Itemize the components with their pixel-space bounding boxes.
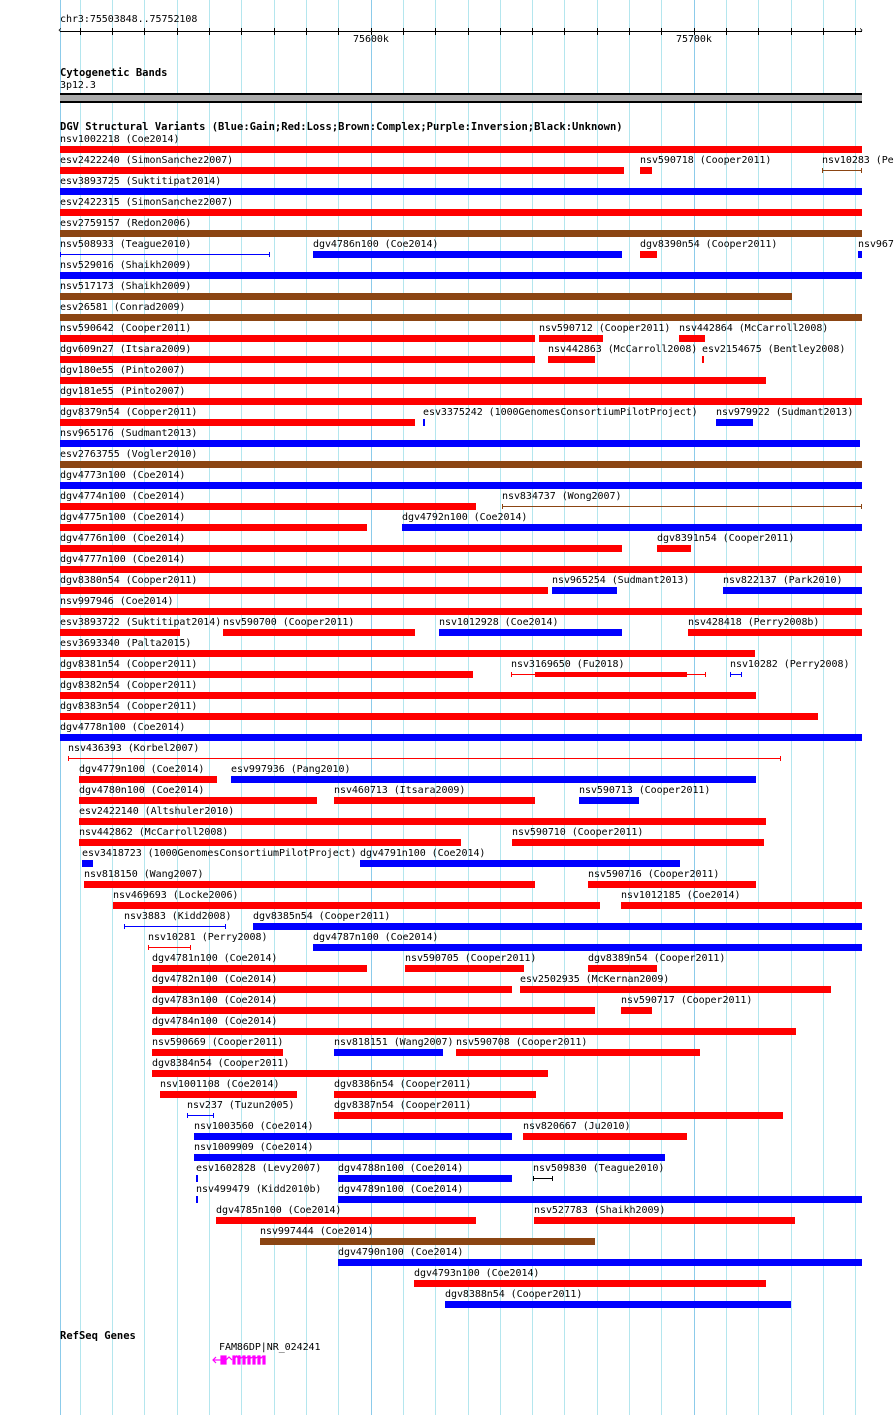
variant-label[interactable]: nsv1003560 (Coe2014) <box>194 1121 314 1132</box>
ruler-tick <box>823 28 824 35</box>
variant-line[interactable] <box>60 254 270 255</box>
variant-bar[interactable] <box>60 230 862 237</box>
variant-bar[interactable] <box>679 335 705 342</box>
variant-bar[interactable] <box>260 1238 595 1245</box>
variant-label[interactable]: nsv442864 (McCarroll2008) <box>679 323 829 334</box>
variant-bar[interactable] <box>60 419 415 426</box>
variant-bar[interactable] <box>60 209 862 216</box>
ruler-tick <box>112 28 113 35</box>
ruler-tick <box>532 28 533 35</box>
variant-bar[interactable] <box>60 587 548 594</box>
variant-label[interactable]: dgv8381n54 (Cooper2011) <box>60 659 198 670</box>
variant-bar[interactable] <box>60 146 862 153</box>
variant-start-tick <box>124 924 125 929</box>
variant-start-tick <box>511 672 512 677</box>
variant-bar[interactable] <box>60 188 862 195</box>
variant-bar[interactable] <box>216 1217 476 1224</box>
variant-bar[interactable] <box>588 965 657 972</box>
variant-bar[interactable] <box>640 167 652 174</box>
variant-start-tick <box>187 1113 188 1118</box>
variant-label[interactable]: dgv8380n54 (Cooper2011) <box>60 575 198 586</box>
variant-bar[interactable] <box>196 1175 198 1182</box>
variant-label[interactable]: dgv4787n100 (Coe2014) <box>313 932 439 943</box>
variant-bar[interactable] <box>84 881 535 888</box>
variant-label[interactable]: nsv428418 (Perry2008b) <box>688 617 820 628</box>
variant-end-tick <box>741 672 742 677</box>
cytoband-track-title: Cytogenetic Bands <box>60 67 168 79</box>
ruler-tick <box>791 28 792 35</box>
variant-bar[interactable] <box>512 839 764 846</box>
variant-bar[interactable] <box>60 293 792 300</box>
variant-line[interactable] <box>124 926 226 927</box>
ruler-tick <box>855 28 856 35</box>
variant-label[interactable]: esv3418723 (1000GenomesConsortiumPilotProject) <box>82 848 357 859</box>
variant-bar[interactable] <box>334 797 535 804</box>
variant-bar[interactable] <box>535 672 687 677</box>
ruler-major-label: 75600k <box>353 34 389 45</box>
variant-label[interactable]: nsv965254 (Sudmant2013) <box>552 575 690 586</box>
variant-start-tick <box>68 756 69 761</box>
variant-label[interactable]: nsv834737 (Wong2007) <box>502 491 622 502</box>
variant-label[interactable]: esv3893722 (Suktitipat2014) <box>60 617 222 628</box>
variant-bar[interactable] <box>640 251 657 258</box>
variant-bar[interactable] <box>60 629 180 636</box>
variant-bar[interactable] <box>414 1280 766 1287</box>
variant-bar[interactable] <box>338 1259 862 1266</box>
variant-bar[interactable] <box>702 356 704 363</box>
variant-bar[interactable] <box>79 776 217 783</box>
variant-label[interactable]: nsv499479 (Kidd2010b) <box>196 1184 322 1195</box>
cytoband-bar[interactable] <box>60 93 862 103</box>
variant-bar[interactable] <box>588 881 756 888</box>
ruler-tick <box>758 28 759 35</box>
variant-bar[interactable] <box>60 608 862 615</box>
variant-bar[interactable] <box>60 692 756 699</box>
variant-end-tick <box>190 945 191 950</box>
ruler-tick <box>177 28 178 35</box>
variant-label[interactable]: dgv4779n100 (Coe2014) <box>79 764 205 775</box>
variant-label[interactable]: nsv469693 (Locke2006) <box>113 890 239 901</box>
variant-label[interactable]: dgv4780n100 (Coe2014) <box>79 785 205 796</box>
variant-bar[interactable] <box>60 167 624 174</box>
variant-label[interactable]: nsv590717 (Cooper2011) <box>621 995 753 1006</box>
variant-label[interactable]: nsv590705 (Cooper2011) <box>405 953 537 964</box>
variant-bar[interactable] <box>456 1049 700 1056</box>
variant-label[interactable]: dgv4773n100 (Coe2014) <box>60 470 186 481</box>
variant-label[interactable]: esv2502935 (McKernan2009) <box>520 974 670 985</box>
variant-label[interactable]: dgv4784n100 (Coe2014) <box>152 1016 278 1027</box>
variant-label[interactable]: esv2759157 (Redon2006) <box>60 218 192 229</box>
variant-line[interactable] <box>187 1115 214 1116</box>
variant-end-tick <box>705 672 706 677</box>
variant-line[interactable] <box>502 506 862 507</box>
variant-line[interactable] <box>68 758 781 759</box>
variant-label[interactable]: dgv8388n54 (Cooper2011) <box>445 1289 583 1300</box>
ruler-axis[interactable] <box>60 31 862 32</box>
ruler-tick <box>468 28 469 35</box>
variant-label[interactable]: dgv8391n54 (Cooper2011) <box>657 533 795 544</box>
variant-bar[interactable] <box>60 377 766 384</box>
variant-label[interactable]: esv2422315 (SimonSanchez2007) <box>60 197 234 208</box>
variant-bar[interactable] <box>338 1196 862 1203</box>
variant-label[interactable]: nsv818151 (Wang2007) <box>334 1037 454 1048</box>
dgv-track-title: DGV Structural Variants (Blue:Gain;Red:Loss;Brown:Complex;Purple:Inversion;Black:Unknown) <box>60 121 623 133</box>
variant-label[interactable]: dgv4783n100 (Coe2014) <box>152 995 278 1006</box>
ruler-left-arrow-icon: ‹ <box>57 25 63 36</box>
variant-label[interactable]: nsv527783 (Shaikh2009) <box>534 1205 666 1216</box>
variant-bar[interactable] <box>113 902 600 909</box>
variant-label[interactable]: nsv517173 (Shaikh2009) <box>60 281 192 292</box>
variant-label[interactable]: dgv8389n54 (Cooper2011) <box>588 953 726 964</box>
variant-bar[interactable] <box>152 986 512 993</box>
variant-label[interactable]: nsv442862 (McCarroll2008) <box>79 827 229 838</box>
variant-bar[interactable] <box>152 1049 283 1056</box>
variant-label[interactable]: nsv508933 (Teague2010) <box>60 239 192 250</box>
variant-bar[interactable] <box>79 818 766 825</box>
variant-label[interactable]: esv3693340 (Palta2015) <box>60 638 192 649</box>
variant-label[interactable]: nsv590669 (Cooper2011) <box>152 1037 284 1048</box>
variant-label[interactable]: nsv237 (Tuzun2005) <box>187 1100 295 1111</box>
variant-label[interactable]: esv2422240 (SimonSanchez2007) <box>60 155 234 166</box>
variant-start-tick <box>730 672 731 677</box>
variant-label[interactable]: nsv436393 (Korbel2007) <box>68 743 200 754</box>
variant-label[interactable]: dgv8386n54 (Cooper2011) <box>334 1079 472 1090</box>
ruler-tick <box>338 28 339 35</box>
ruler-tick <box>597 28 598 35</box>
variant-label[interactable]: esv997936 (Pang2010) <box>231 764 351 775</box>
variant-bar[interactable] <box>657 545 691 552</box>
variant-label[interactable]: dgv4788n100 (Coe2014) <box>338 1163 464 1174</box>
variant-bar[interactable] <box>579 797 639 804</box>
variant-label[interactable]: dgv4776n100 (Coe2014) <box>60 533 186 544</box>
variant-label[interactable]: dgv4777n100 (Coe2014) <box>60 554 186 565</box>
variant-label[interactable]: nsv590700 (Cooper2011) <box>223 617 355 628</box>
variant-label[interactable]: nsv1012928 (Coe2014) <box>439 617 559 628</box>
variant-label[interactable]: nsv590713 (Cooper2011) <box>579 785 711 796</box>
variant-bar[interactable] <box>223 629 415 636</box>
variant-label[interactable]: nsv10282 (Perry2008) <box>730 659 850 670</box>
variant-label[interactable]: nsv1012185 (Coe2014) <box>621 890 741 901</box>
variant-bar[interactable] <box>60 734 862 741</box>
variant-label[interactable]: dgv4791n100 (Coe2014) <box>360 848 486 859</box>
variant-bar[interactable] <box>253 923 862 930</box>
variant-label[interactable]: nsv590718 (Cooper2011) <box>640 155 772 166</box>
variant-bar[interactable] <box>360 860 680 867</box>
variant-label[interactable]: dgv4781n100 (Coe2014) <box>152 953 278 964</box>
variant-bar[interactable] <box>60 650 755 657</box>
variant-label[interactable]: nsv967 <box>858 239 894 250</box>
variant-label[interactable]: esv26581 (Conrad2009) <box>60 302 186 313</box>
variant-label[interactable]: esv3375242 (1000GenomesConsortiumPilotProject) <box>423 407 698 418</box>
variant-bar[interactable] <box>716 419 753 426</box>
variant-line[interactable] <box>533 1178 553 1179</box>
variant-label[interactable]: dgv8379n54 (Cooper2011) <box>60 407 198 418</box>
variant-bar[interactable] <box>60 545 622 552</box>
variant-start-tick <box>60 252 61 257</box>
ruler-tick <box>274 28 275 35</box>
variant-bar[interactable] <box>194 1154 665 1161</box>
variant-bar[interactable] <box>688 629 862 636</box>
variant-label[interactable]: nsv590642 (Cooper2011) <box>60 323 192 334</box>
variant-label[interactable]: dgv4786n100 (Coe2014) <box>313 239 439 250</box>
variant-bar[interactable] <box>152 1028 796 1035</box>
variant-label[interactable]: dgv8384n54 (Cooper2011) <box>152 1058 290 1069</box>
variant-bar[interactable] <box>423 419 425 426</box>
variant-bar[interactable] <box>405 965 524 972</box>
ruler-tick <box>435 28 436 35</box>
variant-bar[interactable] <box>520 986 831 993</box>
variant-bar[interactable] <box>60 671 473 678</box>
cytoband-label: 3p12.3 <box>60 80 96 91</box>
variant-label[interactable]: nsv590710 (Cooper2011) <box>512 827 644 838</box>
variant-bar[interactable] <box>60 398 862 405</box>
ruler-tick <box>403 28 404 35</box>
variant-bar[interactable] <box>194 1133 512 1140</box>
variant-label[interactable]: esv1602828 (Levy2007) <box>196 1163 322 1174</box>
variant-bar[interactable] <box>60 314 862 321</box>
variant-bar[interactable] <box>152 1070 548 1077</box>
variant-label[interactable]: nsv529016 (Shaikh2009) <box>60 260 192 271</box>
region-label: chr3:75503848..75752108 <box>60 14 198 25</box>
variant-bar[interactable] <box>445 1301 791 1308</box>
variant-label[interactable]: nsv3883 (Kidd2008) <box>124 911 232 922</box>
variant-label[interactable]: nsv590708 (Cooper2011) <box>456 1037 588 1048</box>
variant-label[interactable]: nsv509830 (Teague2010) <box>533 1163 665 1174</box>
ruler-major-label: 75700k <box>676 34 712 45</box>
variant-label[interactable]: dgv4792n100 (Coe2014) <box>402 512 528 523</box>
variant-bar[interactable] <box>79 797 317 804</box>
variant-label[interactable]: dgv181e55 (Pinto2007) <box>60 386 186 397</box>
variant-bar[interactable] <box>621 1007 652 1014</box>
variant-bar[interactable] <box>313 251 622 258</box>
variant-start-tick <box>148 945 149 950</box>
variant-bar[interactable] <box>160 1091 297 1098</box>
variant-bar[interactable] <box>338 1175 512 1182</box>
variant-start-tick <box>533 1176 534 1181</box>
variant-line[interactable] <box>148 947 191 948</box>
variant-bar[interactable] <box>152 1007 595 1014</box>
variant-bar[interactable] <box>402 524 862 531</box>
variant-bar[interactable] <box>60 335 535 342</box>
variant-bar[interactable] <box>60 503 476 510</box>
variant-label[interactable]: nsv997946 (Coe2014) <box>60 596 174 607</box>
variant-label[interactable]: dgv4774n100 (Coe2014) <box>60 491 186 502</box>
variant-bar[interactable] <box>313 944 862 951</box>
variant-bar[interactable] <box>858 251 862 258</box>
variant-label[interactable]: nsv1001108 (Coe2014) <box>160 1079 280 1090</box>
variant-end-tick <box>225 924 226 929</box>
variant-bar[interactable] <box>723 587 862 594</box>
variant-bar[interactable] <box>60 566 862 573</box>
variant-bar[interactable] <box>539 335 603 342</box>
variant-bar[interactable] <box>60 440 860 447</box>
variant-bar[interactable] <box>548 356 595 363</box>
variant-label[interactable]: dgv4785n100 (Coe2014) <box>216 1205 342 1216</box>
variant-label[interactable]: esv2154675 (Bentley2008) <box>702 344 846 355</box>
variant-bar[interactable] <box>60 482 862 489</box>
variant-bar[interactable] <box>523 1133 687 1140</box>
variant-label[interactable]: dgv8385n54 (Cooper2011) <box>253 911 391 922</box>
variant-label[interactable]: nsv820667 (Ju2010) <box>523 1121 631 1132</box>
variant-end-tick <box>213 1113 214 1118</box>
variant-label[interactable]: nsv818150 (Wang2007) <box>84 869 204 880</box>
variant-end-tick <box>861 168 862 173</box>
variant-label[interactable]: nsv460713 (Itsara2009) <box>334 785 466 796</box>
variant-bar[interactable] <box>334 1049 443 1056</box>
ruler-tick <box>144 28 145 35</box>
variant-bar[interactable] <box>82 860 93 867</box>
ruler-tick <box>209 28 210 35</box>
variant-bar[interactable] <box>439 629 622 636</box>
variant-bar[interactable] <box>231 776 756 783</box>
variant-label[interactable]: nsv822137 (Park2010) <box>723 575 843 586</box>
variant-bar[interactable] <box>534 1217 795 1224</box>
variant-bar[interactable] <box>334 1091 536 1098</box>
variant-bar[interactable] <box>60 524 367 531</box>
variant-label[interactable]: nsv1002218 (Coe2014) <box>60 134 180 145</box>
variant-start-tick <box>502 504 503 509</box>
variant-end-tick <box>552 1176 553 1181</box>
variant-bar[interactable] <box>60 272 862 279</box>
variant-label[interactable]: dgv8390n54 (Cooper2011) <box>640 239 778 250</box>
variant-label[interactable]: dgv4775n100 (Coe2014) <box>60 512 186 523</box>
variant-end-tick <box>861 504 862 509</box>
variant-bar[interactable] <box>196 1196 198 1203</box>
variant-start-tick <box>822 168 823 173</box>
variant-label[interactable]: dgv4793n100 (Coe2014) <box>414 1268 540 1279</box>
variant-line[interactable] <box>822 170 862 171</box>
ruler-tick <box>500 28 501 35</box>
variant-label[interactable]: dgv8383n54 (Cooper2011) <box>60 701 198 712</box>
ruler-tick <box>661 28 662 35</box>
variant-bar[interactable] <box>79 839 461 846</box>
ruler-tick <box>80 28 81 35</box>
variant-bar[interactable] <box>60 713 818 720</box>
variant-label[interactable]: esv2763755 (Vogler2010) <box>60 449 198 460</box>
variant-label[interactable]: dgv4789n100 (Coe2014) <box>338 1184 464 1195</box>
variant-label[interactable]: nsv965176 (Sudmant2013) <box>60 428 198 439</box>
variant-label[interactable]: dgv8387n54 (Cooper2011) <box>334 1100 472 1111</box>
variant-label[interactable]: nsv979922 (Sudmant2013) <box>716 407 854 418</box>
ruler-tick <box>629 28 630 35</box>
variant-end-tick <box>269 252 270 257</box>
variant-bar[interactable] <box>60 461 862 468</box>
variant-label[interactable]: esv3893725 (Suktitipat2014) <box>60 176 222 187</box>
ruler-tick <box>564 28 565 35</box>
variant-label[interactable]: dgv4782n100 (Coe2014) <box>152 974 278 985</box>
variant-bar[interactable] <box>621 902 862 909</box>
variant-label[interactable]: dgv4790n100 (Coe2014) <box>338 1247 464 1258</box>
variant-label[interactable]: dgv609n27 (Itsara2009) <box>60 344 192 355</box>
ruler-tick <box>726 28 727 35</box>
variant-bar[interactable] <box>552 587 617 594</box>
variant-label[interactable]: nsv590712 (Cooper2011) <box>539 323 671 334</box>
variant-label[interactable]: dgv180e55 (Pinto2007) <box>60 365 186 376</box>
variant-label[interactable]: nsv442863 (McCarroll2008) <box>548 344 698 355</box>
variant-label[interactable]: nsv3169650 (Fu2018) <box>511 659 625 670</box>
ruler-tick <box>306 28 307 35</box>
refseq-track-title: RefSeq Genes <box>60 1330 136 1342</box>
variant-label[interactable]: nsv997444 (Coe2014) <box>260 1226 374 1237</box>
variant-bar[interactable] <box>334 1112 783 1119</box>
variant-label[interactable]: esv2422140 (Altshuler2010) <box>79 806 235 817</box>
gene-model-icon[interactable] <box>213 1354 265 1366</box>
variant-label[interactable]: nsv10281 (Perry2008) <box>148 932 268 943</box>
variant-bar[interactable] <box>60 356 535 363</box>
variant-label[interactable]: dgv4778n100 (Coe2014) <box>60 722 186 733</box>
variant-label[interactable]: nsv10283 (Pe <box>822 155 894 166</box>
variant-label[interactable]: dgv8382n54 (Cooper2011) <box>60 680 198 691</box>
variant-end-tick <box>780 756 781 761</box>
ruler-tick <box>241 28 242 35</box>
variant-label[interactable]: nsv590716 (Cooper2011) <box>588 869 720 880</box>
ruler-right-arrow-icon: › <box>858 25 864 36</box>
variant-bar[interactable] <box>152 965 367 972</box>
gene-label[interactable]: FAM86DP|NR_024241 <box>219 1342 321 1353</box>
variant-label[interactable]: nsv1009909 (Coe2014) <box>194 1142 314 1153</box>
